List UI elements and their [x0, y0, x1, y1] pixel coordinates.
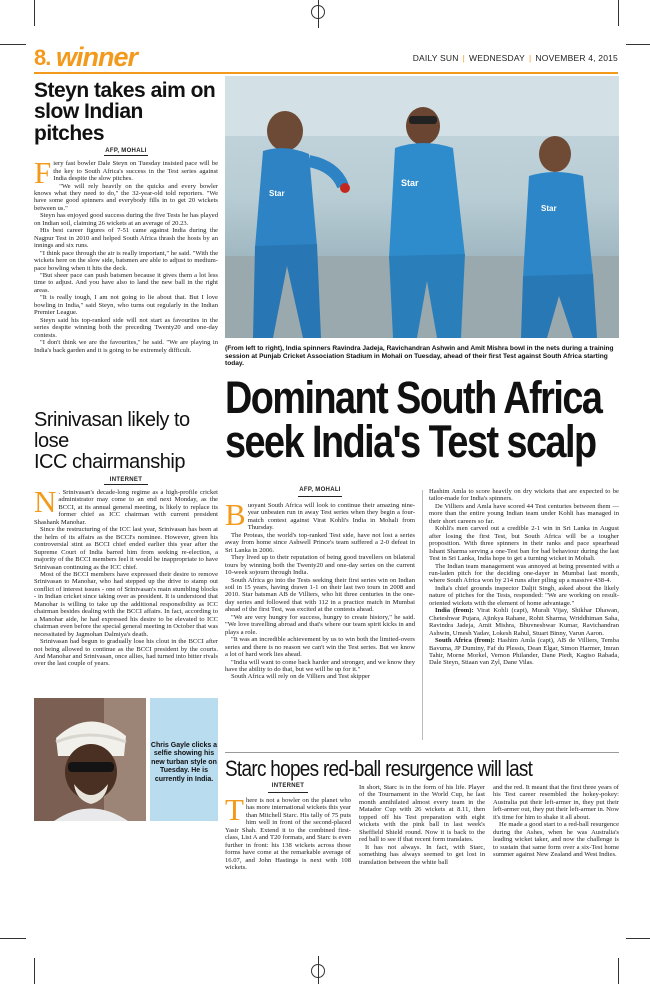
starc-col-1	[225, 792, 351, 872]
issue-dateline: DAILY SUN | WEDNESDAY | NOVEMBER 4, 2015	[412, 53, 618, 63]
drop-cap: F	[34, 155, 52, 191]
main-para: India's chief grounds inspector Daljit Singh, asked about the likely nature of pitches for the Tests, responded: "We are working on result-oriented wickets with the element of home advantage."	[429, 584, 619, 607]
main-headline-line: seek India's Test scalp	[225, 416, 596, 467]
jersey-logo: Star	[541, 204, 557, 213]
starc-para: He made a good start to a red-ball resurgence during the Ashes, when he was Australia's leading wicket taker, and now the challenge is to sustain that same form over a six-Test home summer against New Zealand and West Indies.	[493, 821, 619, 859]
crop-mark	[626, 938, 650, 939]
main-col-2	[429, 488, 619, 667]
main-para: South Africa will rely on de Villiers and Test skipper	[231, 673, 370, 681]
main-headline-line: Dominant South Africa	[225, 372, 602, 423]
steyn-para: Steyn has enjoyed good success during the five Tests he has played on Indian soil, claiming 26 wickets at an average of 20.23.	[34, 212, 218, 227]
starc-para: and the red. It meant that the first three years of his Test career resembled the hokey-pokey: Australia put their left-armer in, they put their left-armer out, they put their left-armer in. Now it's time for him to shake it all about.	[493, 784, 619, 821]
steyn-para: Steyn said his top-ranked side will not start as favourites in the series despite winning both the preceding Twenty20 and one-day contests.	[34, 316, 218, 339]
drop-cap: N	[34, 484, 57, 519]
steyn-para: "It is really tough, I am not going to lie about that. But I love bowling in India," said Steyn, who turns out regularly in the Indian Premier League.	[34, 294, 218, 317]
srinivasan-para: Most of the BCCI members have expressed their desire to remove Srinivasan to Manohar, who had stepped up the drive to stamp out conflict of interest issues - one of Srinivasan's main stumbling blocks - in Indian cricket since taking over as president. It is understood that Manohar is willing to take up the additional responsibility as ICC chairman besides dealing with the BCCI affairs. In fact, according to a Manohar aide, he had expressed his desire to be elevated to ICC chairman even before the special general meeting in October that was necessitated by Jagmohan Dalmiya's death.	[34, 570, 218, 638]
crop-mark	[618, 958, 619, 984]
issue-day: WEDNESDAY	[469, 53, 525, 63]
crop-mark	[34, 0, 35, 26]
main-para: Kohli's men carved out a credible 2-1 win in Sri Lanka in August after losing the first Test, but South Africa will be a tougher proposition. With three spinners in their ranks and pace spearhead Ishant Sharma serving a one-Test ban for bad behaviour during the last Test in Sri Lanka, India hope to get a turning wicket in Mohali.	[429, 525, 619, 563]
starc-col-3	[493, 784, 619, 859]
starc-headline: Starc hopes red-ball resurgence will last	[225, 756, 533, 781]
drop-cap: T	[225, 792, 244, 827]
drop-cap: B	[225, 497, 246, 532]
steyn-para: "I don't think we are the favourites," he said. "We are playing in India's back garden and it is going to be extremely difficult.	[34, 339, 218, 354]
crop-mark	[318, 0, 319, 28]
sa-squad-list: Hashim Amla (capt), AB de Villiers, Temba Bavuma, JP Duminy, Faf du Plessis, Dean Elgar, Simon Harmer, Imran Tahir, Morne Morkel, Vernon Philander, Dane Piedt, Kagiso Rabada, Dale Steyn, Stiaan van Zyl, Dane Vilas.	[429, 637, 620, 667]
crop-mark	[318, 956, 319, 984]
steyn-body	[34, 155, 218, 354]
srinivasan-body	[34, 484, 218, 668]
issue-date: NOVEMBER 4, 2015	[535, 53, 618, 63]
section-logo: winner	[56, 42, 138, 72]
srinivasan-article	[34, 410, 218, 668]
main-para: De Villiers and Amla have scored 44 Test centuries between them — more than the entire young Indian team under Kohli has managed in their short careers so far.	[429, 502, 619, 525]
starc-para: In short, Starc is in the form of his life. Player of the Tournament in the World Cup, he last month annihilated almost every team in the Matador Cup with 26 wickets at 8.11, then topped off his Test preparation with eight wickets with the pink ball in last week's Sheffield Shield round. Now it is back to the red ball to see if that recent form translates.	[359, 784, 485, 844]
srinivasan-headline-line: Srinivasan likely to lose	[34, 409, 190, 452]
main-para: The Proteas, the world's top-ranked Test side, have not lost a series away from home since Ashwell Prince's team suffered a 2-0 defeat in Sri Lanka in 2006.	[225, 531, 415, 554]
main-dateline: AFP, MOHALI	[299, 487, 341, 493]
main-para: uoyant South Africa will look to continue their amazing nine-year unbeaten run in away Test series when they begin a four-match contest against Virat Kohli's India in Mohali from Thursday.	[247, 502, 415, 532]
main-para: They lived up to their reputation of being good travellers on bilateral tours by winning both the Twenty20 and one-day series on the current 10-week sojourn through India.	[225, 554, 415, 577]
photo-caption: (From left to right), India spinners Ravindra Jadeja, Ravichandran Ashwin and Amit Mishra bowl in the nets during a training session at Punjab Cricket Association Stadium in Mohali on Tuesday, ahead of their first Test against South Africa starting today.	[225, 345, 614, 368]
steyn-dateline: AFP, MOHALI	[105, 148, 147, 155]
steyn-headline-line: Steyn takes aim on	[34, 79, 216, 102]
main-para: "India will want to come back harder and stronger, and we know they have the ability to do that, but we will be up for it."	[225, 658, 415, 673]
steyn-para: "But sheer pace can push batsmen because it gives them a lot less time to adjust. And you have also to land the new ball in the right areas.	[34, 272, 218, 294]
crop-mark	[34, 958, 35, 984]
crop-mark	[626, 44, 650, 45]
main-col-1	[225, 497, 415, 681]
steyn-para: "I think pace through the air is really important," he said. "With the wickets here on the slow side, batsmen are able to adjust to medium-pace bowling when it hits the deck.	[34, 249, 218, 272]
main-para: The Indian team management was annoyed at being presented with a run-laden pitch for the deciding one-dayer in Mumbai last month, where South Africa won by 214 runs after piling up a massive 438-4.	[429, 562, 619, 585]
steyn-para: iery fast bowler Dale Steyn on Tuesday insisted pace will be the key to South Africa's success in the Test series against India despite the slow pitches.	[53, 160, 218, 183]
sa-squad-label: South Africa (from):	[435, 637, 495, 645]
srinivasan-para: Since the restructuring of the ICC last year, Srinivasan has been at the helm of its affairs as the BCCI's nominee. However, given his controversial stint as BCCI chief ended earlier this year after the Supreme Court of India barred him from seeking re-election, a majority of the BCCI members feel it would be inappropriate to have Srinivasan continuing as the ICC chief.	[34, 526, 218, 571]
spinners-photo	[225, 76, 619, 338]
gayle-photo-art	[34, 698, 146, 821]
steyn-para: His best career figures of 7-51 came against India during the Nagpur Test in 2010 and helped South Africa thrash the hosts by an innings and six runs.	[34, 227, 218, 250]
main-para: "It was an incredible achievement by us to win both the limited-overs series and there is no reason we can't win the Test series. But we know a lot of hard work lies ahead.	[225, 636, 415, 659]
page-number: 8.	[34, 45, 51, 70]
jersey-logo: Star	[401, 178, 419, 188]
steyn-para: "We will rely heavily on the quicks and every bowler knows what they need to do," the 32-year-old told reporters. "We have some good spinners and everybody fills in to get 20 wickets between us."	[34, 182, 218, 212]
main-para: Hashim Amla to score heavily on dry wickets that are expected to be tailor-made for India's spinners.	[429, 488, 619, 503]
starc-col-2	[359, 784, 485, 866]
main-para: "We are very hungry for success, hungry to create history," he said. "We love travelling abroad and that's where our team spirit kicks in and plays a role.	[225, 613, 415, 636]
steyn-headline	[34, 80, 218, 144]
paper-name: DAILY SUN	[412, 53, 459, 63]
steyn-article	[34, 80, 218, 354]
crop-mark	[0, 44, 26, 45]
india-squad-label: India (from):	[435, 607, 474, 615]
jersey-logo: Star	[269, 189, 285, 198]
masthead	[34, 44, 618, 74]
gayle-caption: Chris Gayle clicks a selfie showing his new turban style on Tuesday. He is currently in India.	[150, 698, 218, 821]
sa-squad	[429, 637, 619, 667]
srinivasan-para: . Srinivasan's decade-long regime as a high-profile cricket administrator may come to an end next Monday, as the BCCI, at its annual general meeting, is likely to replace its former chief as ICC chairman with current president Shashank Manohar.	[34, 489, 218, 526]
crop-mark	[0, 938, 26, 939]
india-squad	[429, 607, 619, 637]
srinivasan-headline-line: ICC chairmanship	[34, 451, 185, 473]
spinners-photo-art	[225, 76, 619, 338]
main-article	[225, 372, 619, 467]
srinivasan-para: Srinivasan had begun to gradually lose his clout in the BCCI after not being allowed to continue as the BCCI president by the courts. And Manohar and Srinivasan, once allies, had turned into bitter rivals over the last couple of years.	[34, 638, 218, 668]
gayle-photo	[34, 698, 146, 821]
starc-para: It has not always. In fact, with Starc, something has always seemed to get lost in translation between the white ball	[359, 843, 485, 866]
india-squad-list: Virat Kohli (capt), Murali Vijay, Shikhar Dhawan, Cheteshwar Pujara, Ajinkya Rahane, Rohit Sharma, Wriddhiman Saha, Ravindra Jadeja, Amit Mishra, Bhuvneshwar Kumar, Ravichandran Ashwin, Umesh Yadav, Lokesh Rahul, Stuart Binny, Varun Aaron.	[429, 607, 619, 637]
srinivasan-headline	[34, 410, 218, 473]
starc-dateline: INTERNET	[271, 783, 305, 789]
crop-mark	[618, 0, 619, 26]
srinivasan-dateline: INTERNET	[109, 477, 143, 483]
main-headline	[225, 372, 602, 467]
starc-para: here is not a bowler on the planet who has more international wickets this year than Mitchell Starc. His tally of 75 puts him well in front of the second-placed Yasir Shah. Extend it to the combined first-class, List A and T20 formats, and Starc is even further in front: his 138 wickets across those forms have come at the remarkable average of 16.07, and John Hastings is next with 108 wickets.	[225, 797, 351, 872]
column-rule	[422, 490, 423, 740]
steyn-headline-line: slow Indian pitches	[34, 100, 143, 145]
main-para: South Africa go into the Tests seeking their first series win on Indian soil in 15 years, having drawn 1-1 on their last two tours in 2008 and 2010. Star batsman AB de Villiers, who hit three centuries in the one-day series and followed that with 112 in a practice match in Mumbai ahead of the first Test, was excited at the contests ahead.	[225, 576, 415, 614]
